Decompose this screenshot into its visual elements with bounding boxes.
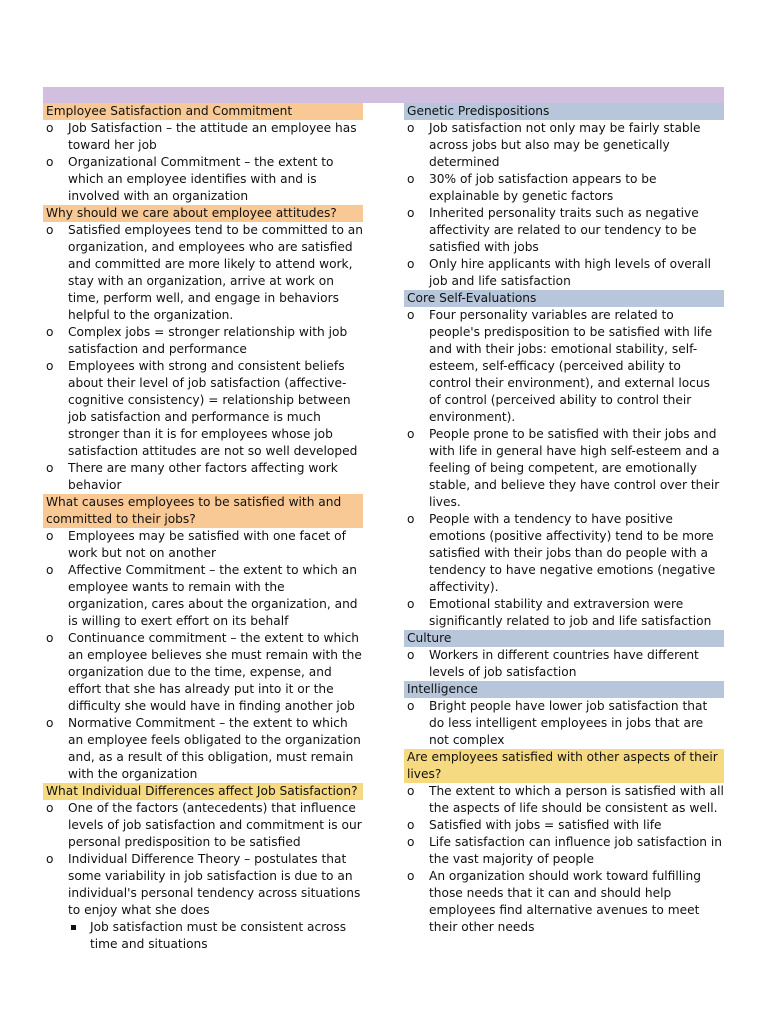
list-item: o Four personality variables are related to people's predisposition to be satisfied with life and with their jobs: emotional stability, self-esteem, self-efficacy (perceived ability to control their environment), and external locus of control (perceived ability to control their environment). [404, 307, 724, 426]
list-item: o Workers in different countries have different levels of job satisfaction [404, 647, 724, 681]
bullet-list [43, 120, 363, 205]
section-heading: Are employees satisfied with other aspects of their lives? [404, 749, 724, 783]
bullet-list [43, 528, 363, 783]
list-item: o Bright people have lower job satisfaction that do less intelligent employees in jobs that are not complex [404, 698, 724, 749]
section-heading: What causes employees to be satisfied with and committed to their jobs? [43, 494, 363, 528]
list-item: o Complex jobs = stronger relationship with job satisfaction and performance [43, 324, 363, 358]
sub-list-item: Job satisfaction must be consistent across time and situations [43, 919, 363, 953]
list-item: o People prone to be satisfied with their jobs and with life in general have high self-esteem and a feeling of being competent, are emotionally stable, and believe they have control over their lives. [404, 426, 724, 511]
list-item: o Employees may be satisfied with one facet of work but not on another [43, 528, 363, 562]
bullet-list [404, 783, 724, 936]
list-item: o People with a tendency to have positive emotions (positive affectivity) tend to be more satisfied with their jobs than do people with a tendency to have negative emotions (negative affectivity). [404, 511, 724, 596]
section-heading: Why should we care about employee attitudes? [43, 205, 363, 222]
section-heading: Core Self-Evaluations [404, 290, 724, 307]
list-item: o Organizational Commitment – the extent to which an employee identifies with and is involved with an organization [43, 154, 363, 205]
list-item: o Only hire applicants with high levels of overall job and life satisfaction [404, 256, 724, 290]
section-heading: Culture [404, 630, 724, 647]
bullet-list [404, 307, 724, 630]
list-item: o An organization should work toward fulfilling those needs that it can and should help employees find alternative avenues to meet their other needs [404, 868, 724, 936]
list-item: o Job satisfaction not only may be fairly stable across jobs but also may be genetically determined [404, 120, 724, 171]
right-column [404, 103, 724, 936]
bullet-list [404, 698, 724, 749]
list-item: o Emotional stability and extraversion were significantly related to job and life satisfaction [404, 596, 724, 630]
list-item: o Individual Difference Theory – postulates that some variability in job satisfaction is due to an individual's personal tendency across situations to enjoy what she does [43, 851, 363, 919]
section-heading: Genetic Predispositions [404, 103, 724, 120]
list-item: o Employees with strong and consistent beliefs about their level of job satisfaction (affective-cognitive consistency) = relationship between job satisfaction and performance is much stronger than it is for employees whose job satisfaction attitudes are not so well developed [43, 358, 363, 460]
left-column [43, 103, 363, 953]
list-item: o There are many other factors affecting work behavior [43, 460, 363, 494]
list-item: o Job Satisfaction – the attitude an employee has toward her job [43, 120, 363, 154]
section-heading: Intelligence [404, 681, 724, 698]
bullet-list [43, 222, 363, 494]
list-item: o The extent to which a person is satisfied with all the aspects of life should be consistent as well. [404, 783, 724, 817]
list-item: o Life satisfaction can influence job satisfaction in the vast majority of people [404, 834, 724, 868]
bullet-list [43, 800, 363, 919]
list-item: o 30% of job satisfaction appears to be explainable by genetic factors [404, 171, 724, 205]
list-item: o Affective Commitment – the extent to which an employee wants to remain with the organization, cares about the organization, and is willing to exert effort on its behalf [43, 562, 363, 630]
bullet-list [404, 120, 724, 290]
list-item: o Inherited personality traits such as negative affectivity are related to our tendency to be satisfied with jobs [404, 205, 724, 256]
list-item: o One of the factors (antecedents) that influence levels of job satisfaction and commitment is our personal predisposition to be satisfied [43, 800, 363, 851]
sub-bullet-list [43, 919, 363, 953]
list-item: o Satisfied employees tend to be committed to an organization, and employees who are satisfied and committed are more likely to attend work, stay with an organization, arrive at work on time, perform well, and engage in behaviors helpful to the organization. [43, 222, 363, 324]
list-item: o Continuance commitment – the extent to which an employee believes she must remain with the organization due to the time, expense, and effort that she has already put into it or the difficulty she would have in finding another job [43, 630, 363, 715]
list-item: o Normative Commitment – the extent to which an employee feels obligated to the organization and, as a result of this obligation, must remain with the organization [43, 715, 363, 783]
title-bar [43, 87, 724, 103]
list-item: o Satisfied with jobs = satisfied with life [404, 817, 724, 834]
bullet-list [404, 647, 724, 681]
section-heading: Employee Satisfaction and Commitment [43, 103, 363, 120]
section-heading: What Individual Differences affect Job Satisfaction? [43, 783, 363, 800]
